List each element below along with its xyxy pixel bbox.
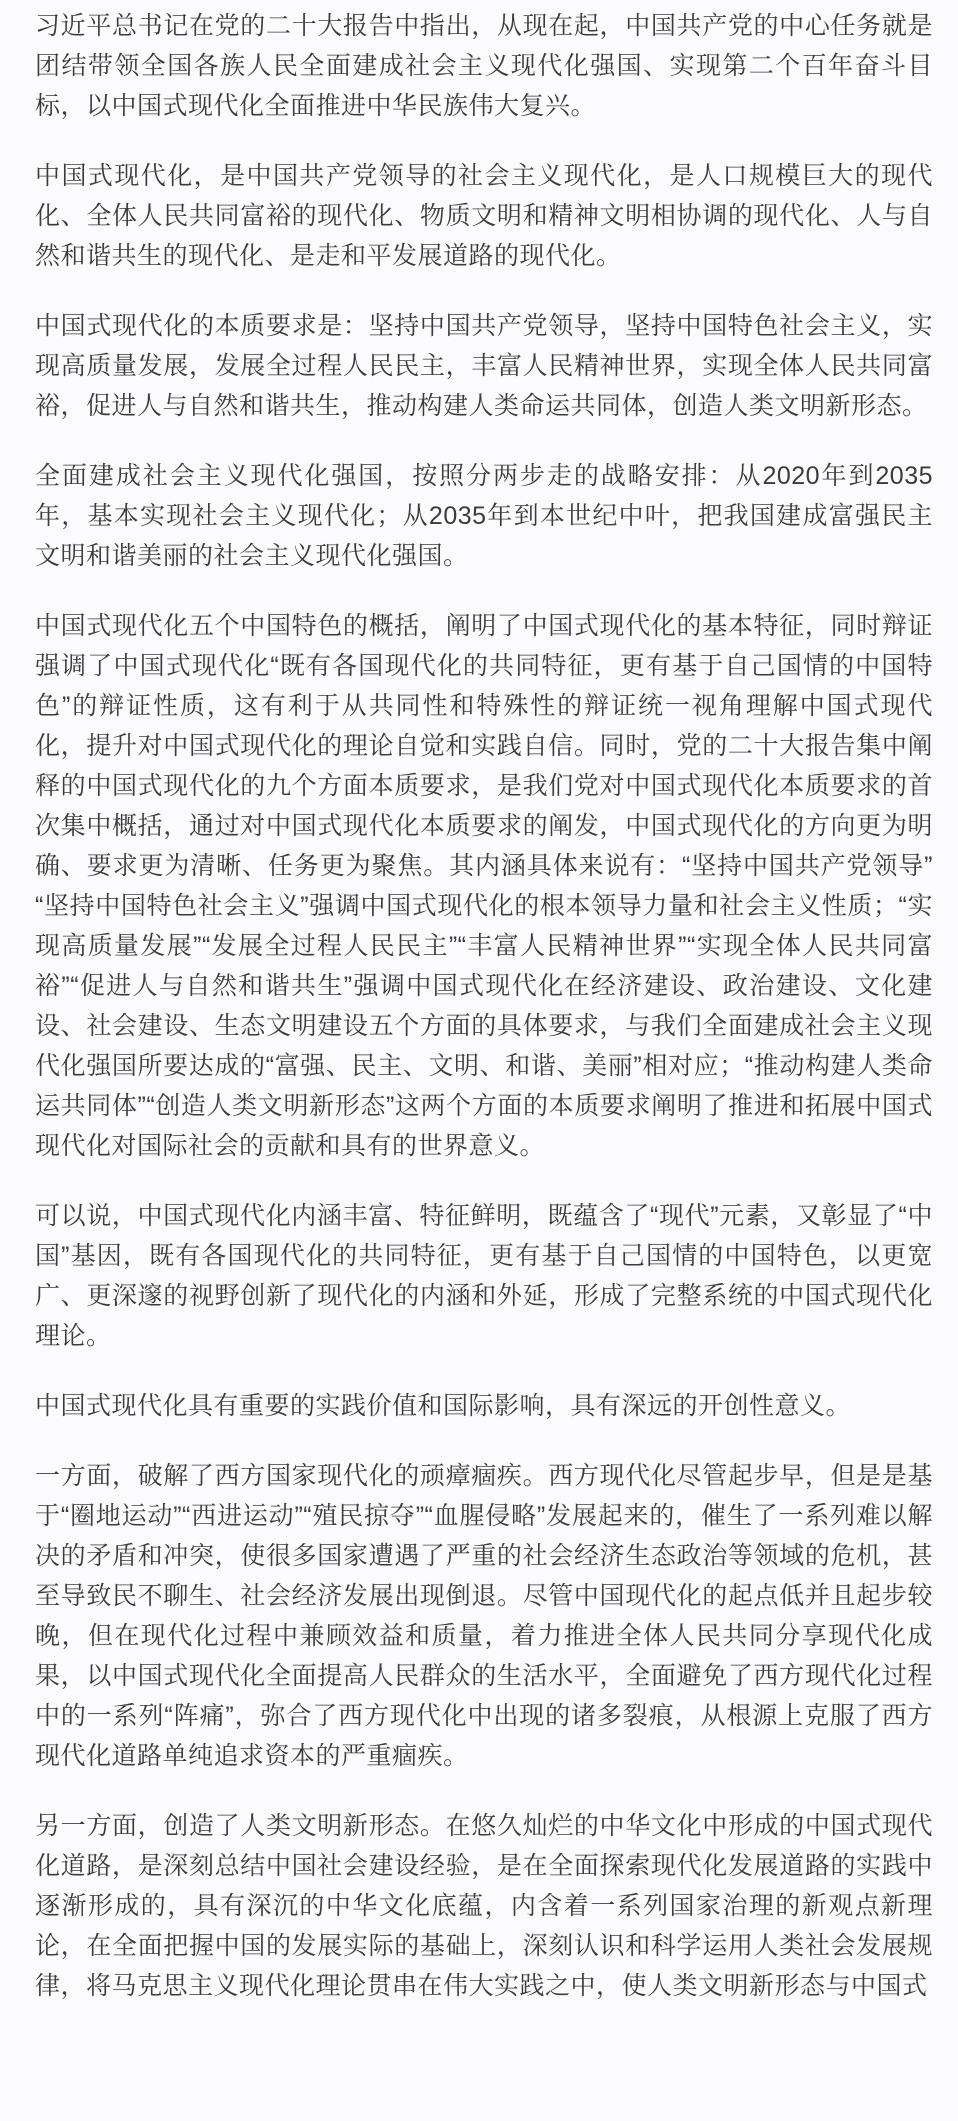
paragraph-3: 中国式现代化的本质要求是：坚持中国共产党领导，坚持中国特色社会主义，实现高质量发展，发展全过程人民民主，丰富人民精神世界，实现全体人民共同富裕，促进人与自然和谐共生，推动构建人类命运共同体，创造人类文明新形态。 <box>35 312 933 420</box>
paragraph-5: 中国式现代化五个中国特色的概括，阐明了中国式现代化的基本特征，同时辩证强调了中国式现代化“既有各国现代化的共同特征，更有基于自己国情的中国特色”的辩证性质，这有利于从共同性和特殊性的辩证统一视角理解中国式现代化，提升对中国式现代化的理论自觉和实践自信。同时，党的二十大报告集中阐释的中国式现代化的九个方面本质要求，是我们党对中国式现代化本质要求的首次集中概括，通过对中国式现代化本质要求的阐发，中国式现代化的方向更为明确、要求更为清晰、任务更为聚焦。其内涵具体来说有：“坚持中国共产党领导”“坚持中国特色社会主义”强调中国式现代化的根本领导力量和社会主义性质；“实现高质量发展”“发展全过程人民民主”“丰富人民精神世界”“实现全体人民共同富裕”“促进人与自然和谐共生”强调中国式现代化在经济建设、政治建设、文化建设、社会建设、生态文明建设五个方面的具体要求，与我们全面建成社会主义现代化强国所要达成的“富强、民主、文明、和谐、美丽”相对应；“推动构建人类命运共同体”“创造人类文明新形态”这两个方面的本质要求阐明了推进和拓展中国式现代化对国际社会的贡献和具有的世界意义。 <box>35 612 933 1160</box>
paragraph-8: 一方面，破解了西方国家现代化的顽瘴痼疾。西方现代化尽管起步早，但是是基于“圈地运动”“西进运动”“殖民掠夺”“血腥侵略”发展起来的，催生了一系列难以解决的矛盾和冲突，使很多国家遭遇了严重的社会经济生态政治等领域的危机，甚至导致民不聊生、社会经济发展出现倒退。尽管中国现代化的起点低并且起步较晚，但在现代化过程中兼顾效益和质量，着力推进全体人民共同分享现代化成果，以中国式现代化全面提高人民群众的生活水平，全面避免了西方现代化过程中的一系列“阵痛”，弥合了西方现代化中出现的诸多裂痕，从根源上克服了西方现代化道路单纯追求资本的严重痼疾。 <box>35 1462 933 1770</box>
paragraph-4: 全面建成社会主义现代化强国，按照分两步走的战略安排：从2020年到2035年，基本实现社会主义现代化；从2035年到本世纪中叶，把我国建成富强民主文明和谐美丽的社会主义现代化强国。 <box>35 462 933 570</box>
paragraph-1: 习近平总书记在党的二十大报告中指出，从现在起，中国共产党的中心任务就是团结带领全国各族人民全面建成社会主义现代化强国、实现第二个百年奋斗目标，以中国式现代化全面推进中华民族伟大复兴。 <box>35 12 933 120</box>
paragraph-9: 另一方面，创造了人类文明新形态。在悠久灿烂的中华文化中形成的中国式现代化道路，是深刻总结中国社会建设经验，是在全面探索现代化发展道路的实践中逐渐形成的，具有深沉的中华文化底蕴，内含着一系列国家治理的新观点新理论，在全面把握中国的发展实际的基础上，深刻认识和科学运用人类社会发展规律，将马克思主义现代化理论贯串在伟大实践之中，使人类文明新形态与中国式 <box>35 1812 933 2000</box>
paragraph-6: 可以说，中国式现代化内涵丰富、特征鲜明，既蕴含了“现代”元素，又彰显了“中国”基因，既有各国现代化的共同特征，更有基于自己国情的中国特色，以更宽广、更深邃的视野创新了现代化的内涵和外延，形成了完整系统的中国式现代化理论。 <box>35 1202 933 1350</box>
paragraph-2: 中国式现代化，是中国共产党领导的社会主义现代化，是人口规模巨大的现代化、全体人民共同富裕的现代化、物质文明和精神文明相协调的现代化、人与自然和谐共生的现代化、是走和平发展道路的现代化。 <box>35 162 933 270</box>
paragraph-7: 中国式现代化具有重要的实践价值和国际影响，具有深远的开创性意义。 <box>35 1392 852 1420</box>
